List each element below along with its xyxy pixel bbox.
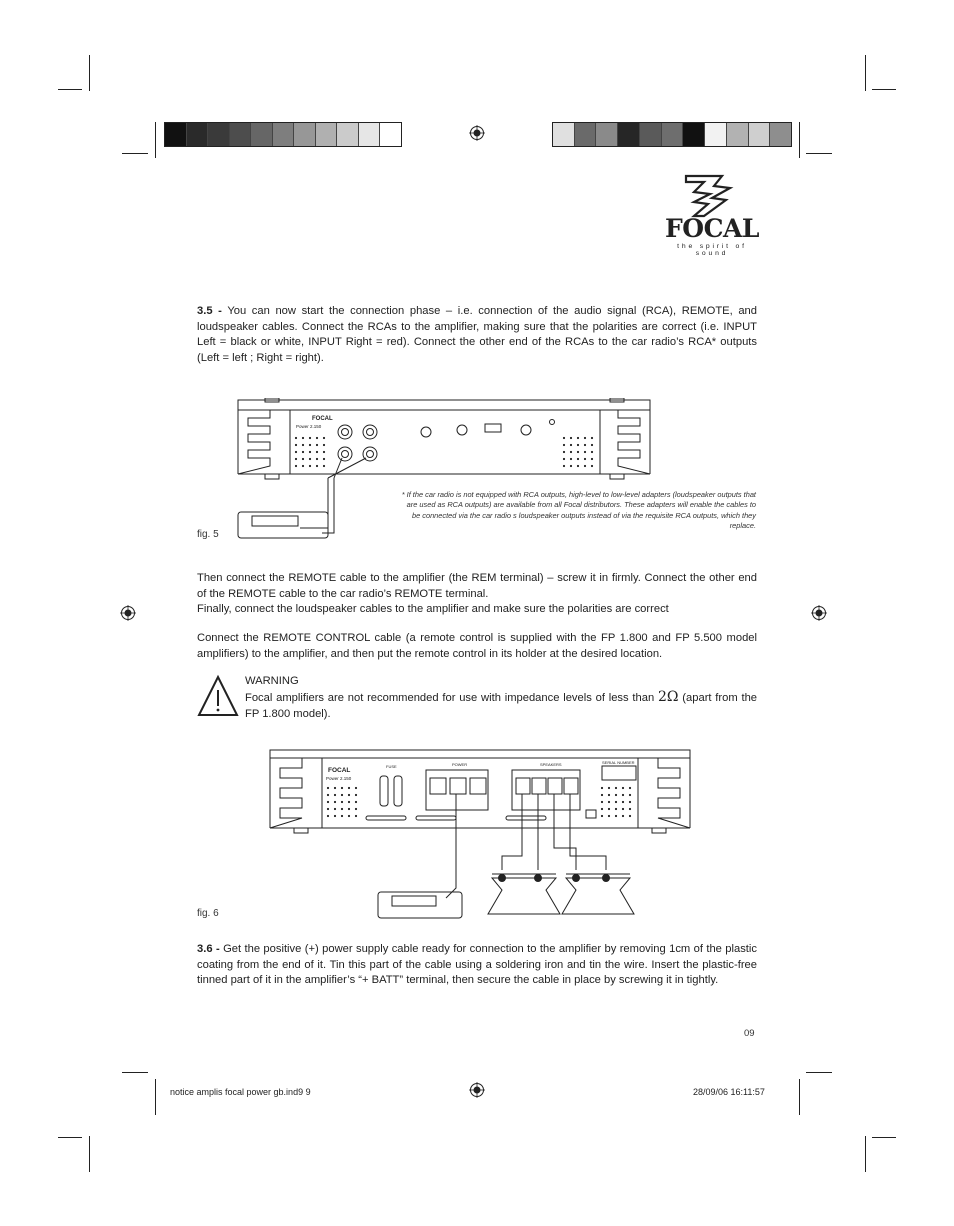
vent-dot: [584, 458, 586, 460]
color-strip-right: [552, 122, 792, 147]
vent-dot: [327, 815, 329, 817]
vent-dot: [563, 444, 565, 446]
vent-dot: [355, 808, 357, 810]
vent-dot: [327, 794, 329, 796]
color-swatch: [553, 123, 575, 146]
vent-dot: [334, 794, 336, 796]
vent-dot: [323, 465, 325, 467]
vent-dot: [295, 451, 297, 453]
registration-mark-icon: [469, 125, 485, 141]
color-swatch: [165, 123, 187, 146]
vent-dot: [348, 808, 350, 810]
section-text: Get the positive (+) power supply cable ready for connection to the amplifier by removing 1cm of the plastic coating from the end of it. Tin this part of the cable using a soldering iron and tin the wire. Insert the plastic-free tinned part of it in the amplifier’s “+ BATT” terminal, then secure the cable in place by screwing it in tightly.: [197, 943, 757, 987]
registration-mark-icon: [120, 605, 136, 621]
vent-dot: [563, 465, 565, 467]
vent-dot: [348, 787, 350, 789]
vent-dot: [309, 465, 311, 467]
section-number: 3.6 -: [197, 943, 220, 955]
fig6-power-label: POWER: [452, 762, 468, 767]
vent-dot: [295, 458, 297, 460]
fig5-footnote: * If the car radio is not equipped with RCA outputs, high-level to low-level adapters (loudspeaker outputs that are used as RCA outputs) are available from all Focal distributors. These adapters will enable the cables to be connected via the car radio s loudspeaker outputs instead of via the requisite RCA outputs, which they replace.: [401, 490, 756, 531]
vent-dot: [608, 787, 610, 789]
color-swatch: [705, 123, 727, 146]
vent-dot: [348, 801, 350, 803]
fig5-label: fig. 5: [197, 529, 219, 540]
color-swatch: [380, 123, 401, 146]
vent-dot: [316, 437, 318, 439]
warning-triangle-icon: [196, 674, 240, 718]
fig6-amp-model: Power 2.150: [326, 776, 352, 781]
vent-dot: [355, 794, 357, 796]
vent-dot: [302, 444, 304, 446]
vent-dot: [615, 808, 617, 810]
vent-dot: [591, 444, 593, 446]
vent-dot: [570, 465, 572, 467]
vent-dot: [334, 808, 336, 810]
vent-dot: [334, 787, 336, 789]
fig6-label: fig. 6: [197, 908, 219, 919]
vent-dot: [584, 444, 586, 446]
vent-dot: [591, 437, 593, 439]
warning-impedance: 2Ω: [657, 689, 679, 705]
vent-dot: [316, 451, 318, 453]
vent-dot: [591, 465, 593, 467]
vent-dot: [323, 444, 325, 446]
vent-dot: [608, 808, 610, 810]
vent-dot: [341, 794, 343, 796]
vent-dot: [316, 465, 318, 467]
vent-dot: [615, 815, 617, 817]
color-swatch: [230, 123, 252, 146]
footer-date: 28/09/06 16:11:57: [693, 1087, 765, 1097]
vent-dot: [302, 465, 304, 467]
vent-dot: [323, 437, 325, 439]
vent-dot: [295, 437, 297, 439]
vent-dot: [629, 801, 631, 803]
color-swatch: [316, 123, 338, 146]
color-swatch: [273, 123, 295, 146]
vent-dot: [327, 801, 329, 803]
color-swatch: [187, 123, 209, 146]
vent-dot: [577, 458, 579, 460]
fig6-amplifier-diagram: [266, 748, 694, 922]
color-swatch: [683, 123, 705, 146]
color-swatch: [662, 123, 684, 146]
vent-dot: [629, 794, 631, 796]
focal-logo: [664, 172, 760, 257]
page-number: 09: [744, 1028, 755, 1039]
section-number: 3.5 -: [197, 305, 222, 317]
vent-dot: [341, 815, 343, 817]
vent-dot: [355, 787, 357, 789]
vent-dot: [615, 801, 617, 803]
vent-dot: [629, 787, 631, 789]
vent-dot: [355, 801, 357, 803]
vent-dot: [323, 458, 325, 460]
vent-dot: [295, 465, 297, 467]
warning-text-after: (apart from the FP 1.800 model).: [245, 692, 758, 720]
vent-dot: [601, 787, 603, 789]
vent-dot: [577, 465, 579, 467]
color-swatch: [640, 123, 662, 146]
vent-dot: [629, 808, 631, 810]
color-swatch: [337, 123, 359, 146]
color-swatch: [294, 123, 316, 146]
vent-dot: [622, 794, 624, 796]
focal-swirl-icon: [664, 172, 760, 220]
vent-dot: [577, 437, 579, 439]
remote-text-2: Finally, connect the loudspeaker cables to the amplifier and make sure the polarities are correct: [197, 603, 669, 616]
vent-dot: [309, 451, 311, 453]
color-swatch: [727, 123, 749, 146]
vent-dot: [591, 451, 593, 453]
color-swatch: [359, 123, 381, 146]
warning-text: [245, 690, 757, 722]
registration-mark-icon: [811, 605, 827, 621]
registration-mark-icon: [469, 1082, 485, 1098]
color-strip-left: [164, 122, 402, 147]
color-swatch: [749, 123, 771, 146]
vent-dot: [334, 815, 336, 817]
color-swatch: [575, 123, 597, 146]
vent-dot: [309, 458, 311, 460]
fig6-amp-brand: FOCAL: [328, 767, 351, 774]
vent-dot: [563, 458, 565, 460]
vent-dot: [615, 787, 617, 789]
vent-dot: [622, 801, 624, 803]
vent-dot: [570, 451, 572, 453]
vent-dot: [323, 451, 325, 453]
vent-dot: [348, 794, 350, 796]
vent-dot: [563, 437, 565, 439]
remote-text-1: Then connect the REMOTE cable to the amplifier (the REM terminal) – screw it in firmly. Connect the other end of the REMOTE cable to the car radio’s REMOTE terminal.: [197, 572, 757, 600]
footer-file: notice amplis focal power gb.ind9 9: [170, 1087, 311, 1097]
logo-tagline: the spirit of sound: [677, 243, 747, 257]
vent-dot: [302, 458, 304, 460]
vent-dot: [341, 787, 343, 789]
vent-dot: [608, 801, 610, 803]
vent-dot: [615, 794, 617, 796]
fig6-serial-label: SERIAL NUMBER: [602, 760, 635, 765]
logo-wordmark: FOCAL: [665, 214, 759, 243]
vent-dot: [316, 444, 318, 446]
vent-dot: [570, 437, 572, 439]
warning-title: WARNING: [245, 675, 299, 687]
color-swatch: [596, 123, 618, 146]
vent-dot: [348, 815, 350, 817]
vent-dot: [309, 444, 311, 446]
vent-dot: [629, 815, 631, 817]
vent-dot: [327, 787, 329, 789]
vent-dot: [584, 465, 586, 467]
vent-dot: [601, 794, 603, 796]
vent-dot: [584, 451, 586, 453]
vent-dot: [608, 794, 610, 796]
remote-paragraph: [197, 571, 757, 618]
color-swatch: [251, 123, 273, 146]
vent-dot: [577, 444, 579, 446]
color-swatch: [770, 123, 791, 146]
fig5-amp-brand: FOCAL: [312, 416, 333, 422]
fig6-speakers-label: SPEAKERS: [540, 762, 562, 767]
color-swatch: [618, 123, 640, 146]
color-swatch: [208, 123, 230, 146]
vent-dot: [295, 444, 297, 446]
vent-dot: [355, 815, 357, 817]
vent-dot: [302, 451, 304, 453]
section-3-6-paragraph: [197, 942, 757, 989]
vent-dot: [341, 801, 343, 803]
vent-dot: [584, 437, 586, 439]
vent-dot: [570, 444, 572, 446]
vent-dot: [302, 437, 304, 439]
vent-dot: [622, 808, 624, 810]
vent-dot: [341, 808, 343, 810]
vent-dot: [577, 451, 579, 453]
vent-dot: [601, 801, 603, 803]
vent-dot: [622, 815, 624, 817]
fig6-fuse-label: FUSE: [386, 764, 397, 769]
vent-dot: [563, 451, 565, 453]
vent-dot: [334, 801, 336, 803]
vent-dot: [570, 458, 572, 460]
vent-dot: [601, 808, 603, 810]
vent-dot: [601, 815, 603, 817]
warning-text-before: Focal amplifiers are not recommended for use with impedance levels of less than: [245, 692, 655, 704]
fig5-amp-model: Power 2.150: [296, 424, 322, 429]
vent-dot: [608, 815, 610, 817]
remote-control-paragraph: Connect the REMOTE CONTROL cable (a remote control is supplied with the FP 1.800 and FP 5.500 model amplifiers) to the amplifier, and then put the remote control in its holder at the desired location.: [197, 632, 757, 660]
section-3-5-paragraph: [197, 304, 757, 366]
section-text: You can now start the connection phase – i.e. connection of the audio signal (RCA), REMOTE, and loudspeaker cables. Connect the RCAs to the amplifier, making sure that the polarities are correct (i.e. INPUT Left = black or white, INPUT Right = red). Connect the other end of the RCAs to the car radio’s RCA* outputs (Left = left ; Right = right).: [197, 305, 758, 364]
vent-dot: [591, 458, 593, 460]
vent-dot: [309, 437, 311, 439]
vent-dot: [622, 787, 624, 789]
vent-dot: [327, 808, 329, 810]
vent-dot: [316, 458, 318, 460]
